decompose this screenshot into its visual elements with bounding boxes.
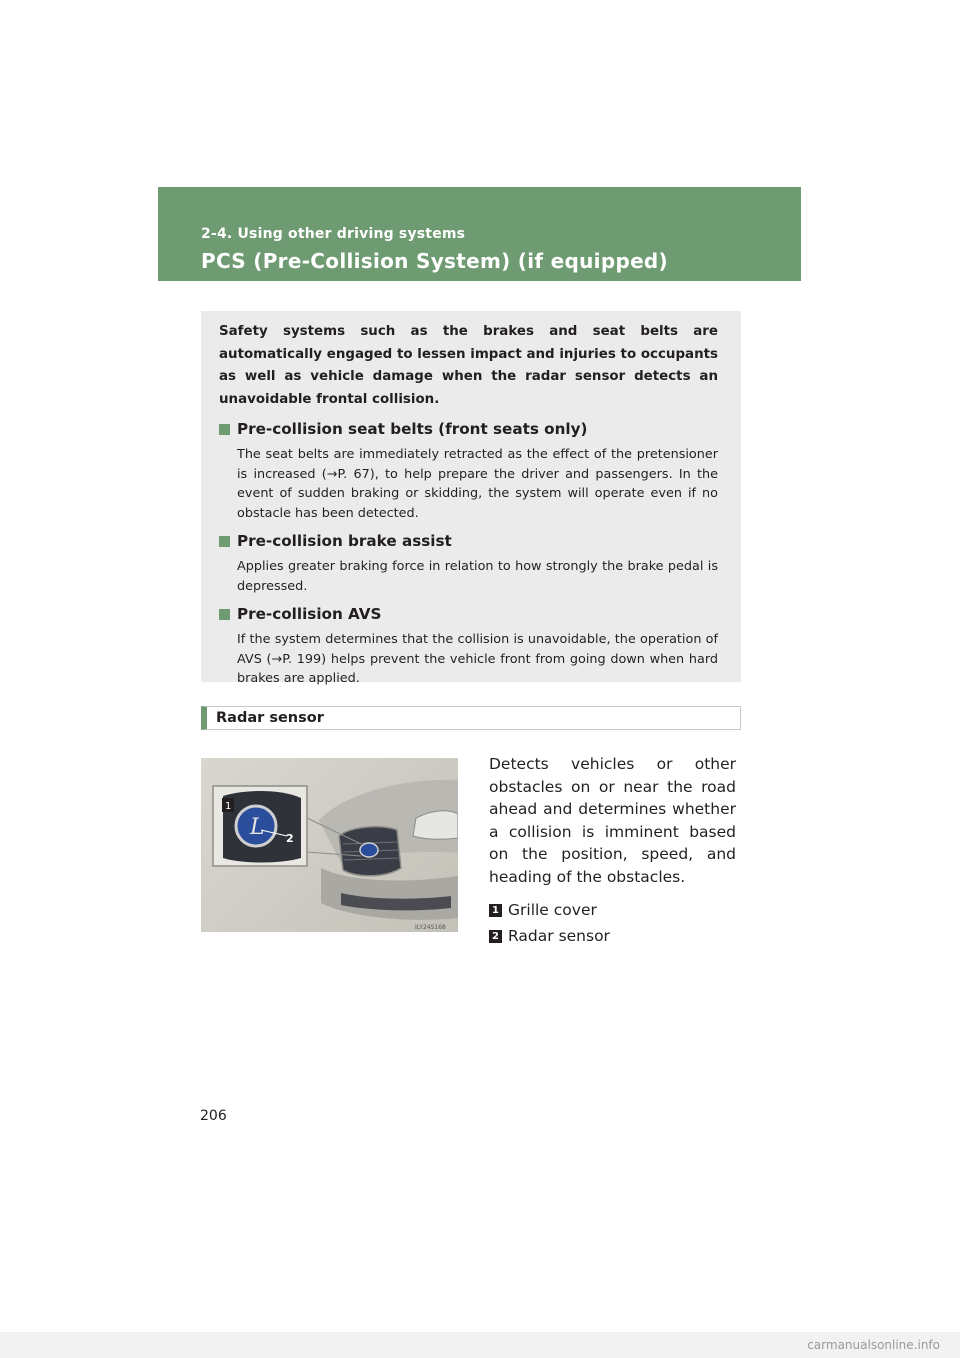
item-heading: Pre-collision AVS [237, 605, 382, 623]
item-body: If the system determines that the collision is unavoidable, the operation of AVS (→P. 199) helps prevent the vehicle front from going down when hard brakes are applied. [237, 632, 718, 686]
legend-label: Grille cover [508, 901, 597, 919]
page-title: PCS (Pre-Collision System) (if equipped) [201, 249, 668, 273]
bullet-square-icon [219, 536, 230, 547]
intro-text: Safety systems such as the brakes and seat belts are automatically engaged to lessen impact and injuries to occupants as well as vehicle damage when the radar sensor detects an unavoidable frontal collision. [219, 324, 718, 407]
item-heading: Pre-collision brake assist [237, 532, 452, 550]
item-heading: Pre-collision seat belts (front seats only) [237, 420, 588, 438]
number-badge: 2 [489, 930, 502, 943]
section-header [158, 187, 801, 281]
bullet-square-icon [219, 609, 230, 620]
number-badge: 1 [489, 904, 502, 917]
car-front-illustration [201, 758, 458, 932]
info-box [201, 311, 741, 686]
list-item [219, 419, 718, 523]
figure-code: ILY24S168 [415, 924, 446, 931]
car-front-icon [201, 758, 458, 932]
legend-item [489, 927, 610, 945]
subsection-title: Radar sensor [216, 710, 324, 726]
list-item [219, 604, 718, 689]
subsection-header [201, 706, 741, 730]
legend-label: Radar sensor [508, 927, 610, 945]
svg-text:2: 2 [286, 832, 294, 845]
svg-text:1: 1 [225, 801, 232, 812]
bullet-square-icon [219, 424, 230, 435]
item-body: Applies greater braking force in relation to how strongly the brake pedal is depressed. [237, 559, 718, 594]
legend-item [489, 901, 597, 919]
svg-text:L: L [250, 815, 265, 840]
item-body: The seat belts are immediately retracted as the effect of the pretensioner is increased (→P. 67), to help prepare the driver and passengers. In the event of sudden braking or skidding, the system will operate even if no obstacle has been detected. [237, 447, 718, 521]
section-label: 2-4. Using other driving systems [201, 226, 466, 242]
watermark: carmanualsonline.info [0, 1332, 960, 1358]
page-number: 206 [200, 1108, 227, 1124]
radar-description: Detects vehicles or other obstacles on or near the road ahead and determines whether a collision is imminent based on the position, speed, and heading of the obstacles. [489, 755, 736, 886]
list-item [219, 531, 718, 596]
